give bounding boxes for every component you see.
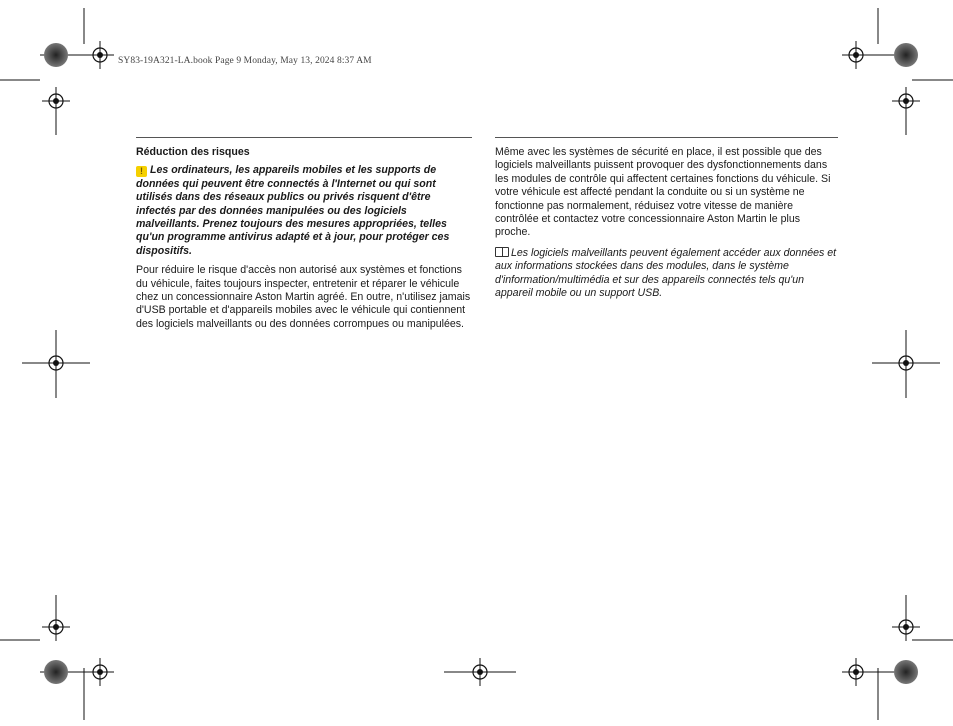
left-column	[136, 137, 472, 338]
right-column	[495, 137, 838, 300]
section-heading: Réduction des risques	[136, 146, 250, 158]
warning-text: Les ordinateurs, les appareils mobiles et les supports de données qui peuvent être connectés à l'Internet ou qui sont utilisés dans des réseaux publics ou privés risquent d'être infectés par des données manipulées ou des logiciels malveillants. Prenez toujours des mesures appropriées, telles qu'un programme antivirus adapté et à jour, pour protéger ces dispositifs.	[136, 164, 450, 257]
note-text-block	[495, 247, 838, 301]
body-paragraph: Même avec les systèmes de sécurité en place, il est possible que des logiciels malveillants puissent provoquer des dysfonctionnements dans les modules de contrôle qui affectent certaines fonctions du véhicule. Si votre véhicule est affecté pendant la conduite ou si un système ne fonctionne pas normalement, réduisez votre vitesse de manière contrôlée et contactez votre concessionnaire Aston Martin le plus proche.	[495, 146, 831, 239]
book-icon	[495, 247, 509, 257]
warning-triangle-icon: !	[136, 166, 147, 177]
print-header: SY83-19A321-LA.book Page 9 Monday, May 13, 2024 8:37 AM	[118, 56, 372, 66]
body-paragraph: Pour réduire le risque d'accès non autorisé aux systèmes et fonctions du véhicule, faites toujours inspecter, entretenir et réparer le véhicule chez un concessionnaire Aston Martin agréé. En outre, n'utilisez jamais d'USB portable et d'appareils mobiles avec le véhicule qui contiennent des logiciels malveillants ou des données corrompues ou manipulées.	[136, 264, 471, 330]
note-text: Les logiciels malveillants peuvent également accéder aux données et aux informations stockées dans des modules, dans le système d'information/multimédia et sur des appareils connectés tels qu'un appareil mobile ou un support USB.	[495, 246, 837, 300]
warning-text-block	[136, 164, 472, 258]
